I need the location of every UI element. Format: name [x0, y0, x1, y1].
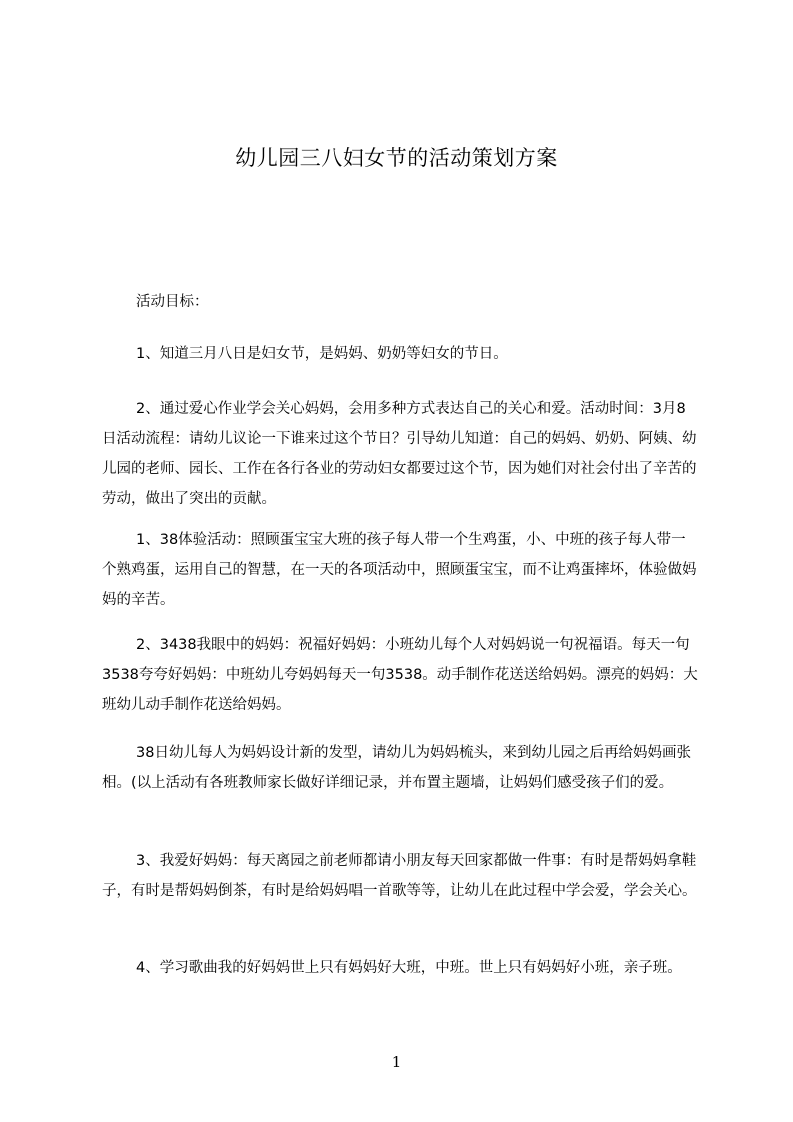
paragraph-activity-4: 4、学习歌曲我的好妈妈世上只有妈妈好大班，中班。世上只有妈妈好小班，亲子班。: [136, 960, 682, 976]
paragraph-goal-1: 1、知道三月八日是妇女节，是妈妈、奶奶等妇女的节日。: [136, 346, 508, 362]
paragraph-goal-2: 2、通过爱心作业学会关心妈妈，会用多种方式表达自己的关心和爱。活动时间：3月8日活动流程：请幼儿议论一下谁来过这个节日？引导幼儿知道：自己的妈妈、奶奶、阿姨、幼儿园的老师、园长、工作在各行各业的劳动妇女都要过这个节，因为她们对社会付出了辛苦的劳动，做出了突出的贡献。: [102, 401, 697, 507]
paragraph-hairstyle: 38日幼儿每人为妈妈设计新的发型，请幼儿为妈妈梳头，来到幼儿园之后再给妈妈画张相。(以上活动有各班教师家长做好详细记录，并布置主题墙，让妈妈们感受孩子们的爱。: [102, 745, 691, 791]
paragraph-goals-heading: 活动目标：: [136, 294, 209, 310]
paragraph-activity-3: 3、我爱好妈妈：每天离园之前老师都请小朋友每天回家都做一件事：有时是帮妈妈拿鞋子，有时是帮妈妈倒茶，有时是给妈妈唱一首歌等等，让幼儿在此过程中学会爱，学会关心。: [102, 853, 697, 899]
document-title: 幼儿园三八妇女节的活动策划方案: [235, 146, 558, 170]
page-number: 1: [391, 1053, 402, 1071]
paragraph-activity-1: 1、38体验活动：照顾蛋宝宝大班的孩子每人带一个生鸡蛋，小、中班的孩子每人带一个熟鸡蛋，运用自己的智慧，在一天的各项活动中，照顾蛋宝宝，而不让鸡蛋摔坏，体验做妈妈的辛苦。: [102, 532, 697, 608]
paragraph-activity-2: 2、3438我眼中的妈妈：祝福好妈妈：小班幼儿每个人对妈妈说一句祝福语。每天一句3538夸夸好妈妈：中班幼儿夸妈妈每天一句3538。动手制作花送送给妈妈。漂亮的妈妈：大班幼儿动手制作花送给妈妈。: [102, 637, 698, 713]
